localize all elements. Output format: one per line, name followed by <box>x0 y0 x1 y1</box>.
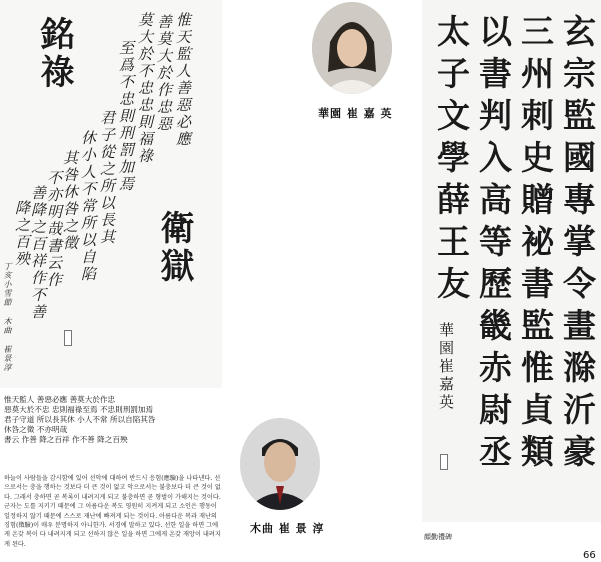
transcription-line-1: 惟天監人 善惡必應 善莫大於作忠 <box>4 395 116 404</box>
right-seal-script-title: 衛獄 <box>154 210 194 286</box>
man-portrait-icon <box>240 418 320 510</box>
cursive-column-8: 不亦明哉書云作 <box>45 170 63 289</box>
cursive-column-10: 降之百殃 <box>13 200 31 268</box>
transcription-line-4: 休咎之徵 不亦明哉 <box>4 425 68 434</box>
transcription-line-5: 書云 作善 降之百祥 作不善 降之百殃 <box>4 435 128 444</box>
caption-bottom-portrait: 木曲 崔 景 淳 <box>250 522 325 535</box>
cursive-column-1: 惟天監人善惡必應 <box>174 12 192 148</box>
korean-translation-paragraph: 하늘이 사람들을 감시함에 있어 선악에 대하여 반드시 응험(應驗)을 나타낸다. 선으로서는 충을 행하는 것보다 더 큰 것이 없고 악으로서는 불충보다 더 큰 것이 없다. 그래서 충하면 곧 복록이 내려지게 되고 불충하면 곧 형벌이 가해지는 것이다. 군자는 도를 지키기 때문에 그 아름다운 복도 영원히 지켜게 되고 소인은 행동이 일정하지 않기 때문에 스스로 재난에 빠져게 되는 것이다. 아름다운 복과 재난의 징험(徵驗)이 매우 분명하지 아니한가. 서경에 말하고 있다. 선한 일을 하면 그에게 온갖 복이 다 내려지게 되고 선하지 않은 일을 하면 그에게 온갖 재앙이 내려지게 된다. <box>4 475 221 548</box>
right-artist-seal-stamp <box>440 454 448 470</box>
transcription-line-2: 惡莫大於不忠 忠則福祿至焉 不忠則刑罰加焉 <box>4 405 154 414</box>
left-seal-script-title: 銘祿 <box>34 16 74 92</box>
left-artwork-signature: 丁亥小雪節 木曲 崔景淳 <box>3 262 12 372</box>
artist-seal-stamp <box>64 330 72 346</box>
portrait-photo-bottom <box>240 418 320 510</box>
right-calligraphy-artwork <box>422 0 601 522</box>
kaishu-column-2: 三州刺史贈袐書監惟貞類 <box>516 14 555 476</box>
page-number: 66 <box>583 550 596 561</box>
left-calligraphy-artwork <box>0 0 222 388</box>
cursive-column-6: 休小人不常所以自陷 <box>79 130 97 283</box>
cursive-column-7: 其咎休咎之徵 <box>61 150 79 252</box>
kaishu-column-3: 以書判入高等歷畿赤尉丞 <box>474 14 513 476</box>
kaishu-column-4: 太子文學薛王友 <box>432 14 471 308</box>
right-work-title: 顔勤禮碑 <box>424 533 452 541</box>
original-text-transcription <box>4 395 219 445</box>
right-artwork-signature: 華園崔嘉英 <box>437 322 455 412</box>
cursive-column-5: 君子從之所以長其 <box>98 110 116 246</box>
portrait-photo-top <box>312 2 392 94</box>
caption-top-portrait: 華園 崔 嘉 英 <box>318 107 393 120</box>
cursive-column-2: 善莫大於作忠惡 <box>155 14 173 133</box>
cursive-column-4: 至爲不忠則刑罰加焉 <box>117 40 135 193</box>
cursive-column-9: 善降之百祥作不善 <box>29 185 47 321</box>
cursive-column-3: 莫大於不忠忠則福祿 <box>136 12 154 165</box>
woman-portrait-icon <box>312 2 392 94</box>
kaishu-column-1: 玄宗監國專掌令畫滁沂豪 <box>558 14 597 476</box>
transcription-line-3: 君子守道 所以長其休 小人不常 所以自陷其咎 <box>4 415 156 424</box>
